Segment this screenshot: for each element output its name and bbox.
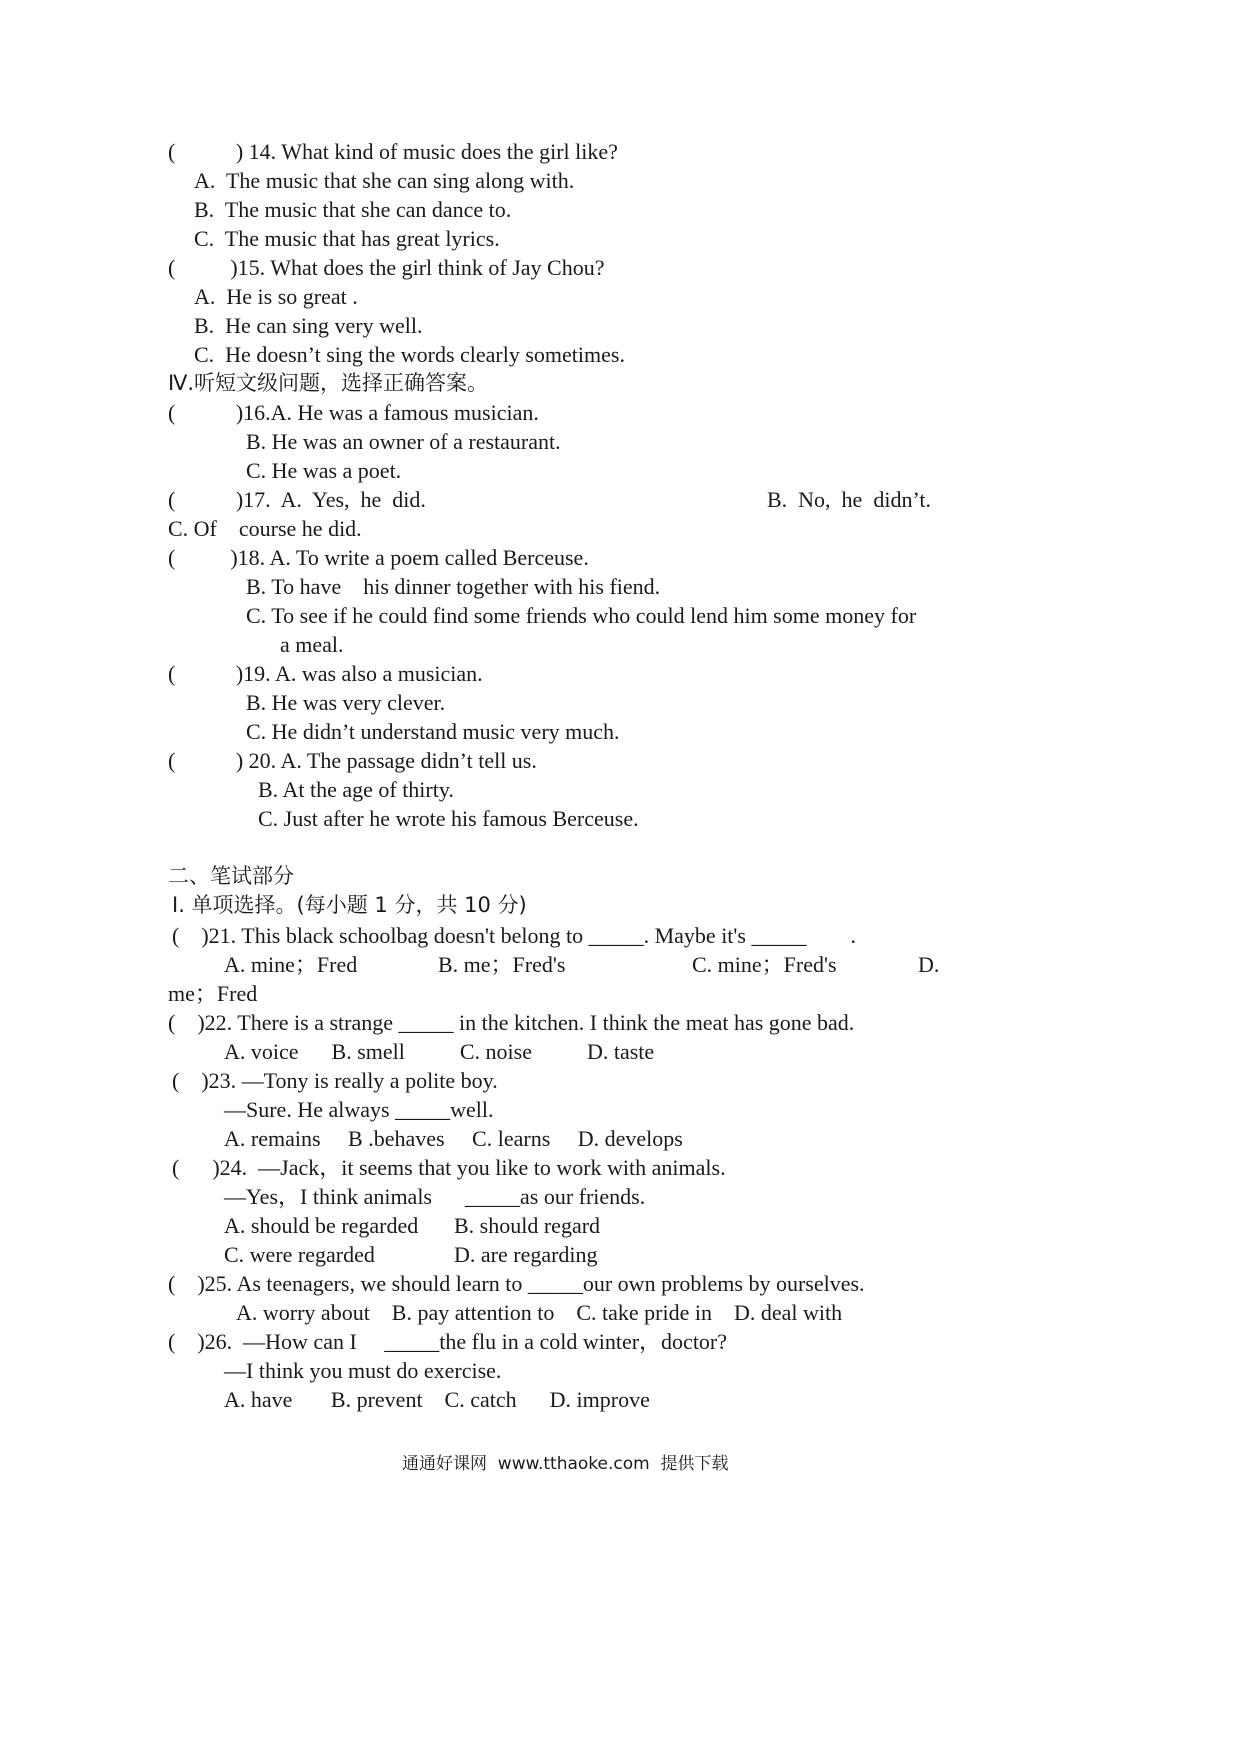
q21-option-b: B. me；Fred's <box>438 952 566 977</box>
q14-option-c: C. The music that has great lyrics. <box>194 226 500 251</box>
q14-option-a: A. The music that she can sing along with. <box>194 168 575 193</box>
q24-option-c: C. were regarded <box>224 1242 375 1267</box>
q16-option-c: C. He was a poet. <box>246 458 402 483</box>
q23-options: A. remains B .behaves C. learns D. develops <box>224 1126 683 1151</box>
q18-stem: ( )18. A. To write a poem called Berceuse. <box>168 545 589 570</box>
q21-option-a: A. mine；Fred <box>224 952 358 977</box>
q24-stem: ( )24. —Jack，it seems that you like to work with animals. <box>172 1155 726 1180</box>
q24-option-d: D. are regarding <box>454 1242 598 1267</box>
q14-stem: ( ) 14. What kind of music does the girl like? <box>168 139 618 164</box>
q15-option-a: A. He is so great . <box>194 284 358 309</box>
q24-option-a: A. should be regarded <box>224 1213 419 1238</box>
q19-option-b: B. He was very clever. <box>246 690 446 715</box>
q16-stem: ( )16.A. He was a famous musician. <box>168 400 539 425</box>
q15-option-b: B. He can sing very well. <box>194 313 423 338</box>
q17-option-c: C. Of course he did. <box>168 516 362 541</box>
q18-option-b: B. To have his dinner together with his fiend. <box>246 574 661 599</box>
q16-option-b: B. He was an owner of a restaurant. <box>246 429 561 454</box>
q15-stem: ( )15. What does the girl think of Jay Chou? <box>168 255 605 280</box>
q20-option-b: B. At the age of thirty. <box>258 777 454 802</box>
q17-option-b: B. No, he didn’t. <box>767 487 931 512</box>
q26-reply: —I think you must do exercise. <box>224 1358 502 1383</box>
q22-options: A. voice B. smell C. noise D. taste <box>224 1039 655 1064</box>
q14-option-b: B. The music that she can dance to. <box>194 197 512 222</box>
q21-option-c: C. mine；Fred's <box>692 952 837 977</box>
section-1-title: Ⅰ. 单项选择。(每小题 1 分，共 10 分) <box>172 893 527 917</box>
q19-stem: ( )19. A. was also a musician. <box>168 661 483 686</box>
q23-reply: —Sure. He always _____well. <box>224 1097 494 1122</box>
q21-stem: ( )21. This black schoolbag doesn't belong to _____. Maybe it's _____ . <box>172 923 856 948</box>
q23-stem: ( )23. —Tony is really a polite boy. <box>172 1068 498 1093</box>
q20-option-c: C. Just after he wrote his famous Berceuse. <box>258 806 639 831</box>
q25-options: A. worry about B. pay attention to C. take pride in D. deal with <box>236 1300 843 1325</box>
q15-option-c: C. He doesn’t sing the words clearly sometimes. <box>194 342 625 367</box>
q20-stem: ( ) 20. A. The passage didn’t tell us. <box>168 748 537 773</box>
q22-stem: ( )22. There is a strange _____ in the kitchen. I think the meat has gone bad. <box>168 1010 855 1035</box>
q17-stem: ( )17. A. Yes, he did. <box>168 487 426 512</box>
footer-source: 通通好课网 www.tthaoke.com 提供下载 <box>402 1454 729 1474</box>
q18-option-c: C. To see if he could find some friends who could lend him some money for <box>246 603 917 628</box>
q25-stem: ( )25. As teenagers, we should learn to _____our own problems by ourselves. <box>168 1271 865 1296</box>
q26-options: A. have B. prevent C. catch D. improve <box>224 1387 650 1412</box>
section-4-title: Ⅳ.听短文级问题，选择正确答案。 <box>168 371 489 395</box>
q21-option-d-cont: me；Fred <box>168 981 258 1006</box>
q24-reply: —Yes，I think animals _____as our friends. <box>224 1184 646 1209</box>
q26-stem: ( )26. —How can I _____the flu in a cold winter，doctor? <box>168 1329 728 1354</box>
q19-option-c: C. He didn’t understand music very much. <box>246 719 620 744</box>
q21-option-d: D. <box>918 952 940 977</box>
part-2-title: 二、笔试部分 <box>168 864 294 888</box>
q24-option-b: B. should regard <box>454 1213 601 1238</box>
q18-option-c-cont: a meal. <box>280 632 344 657</box>
